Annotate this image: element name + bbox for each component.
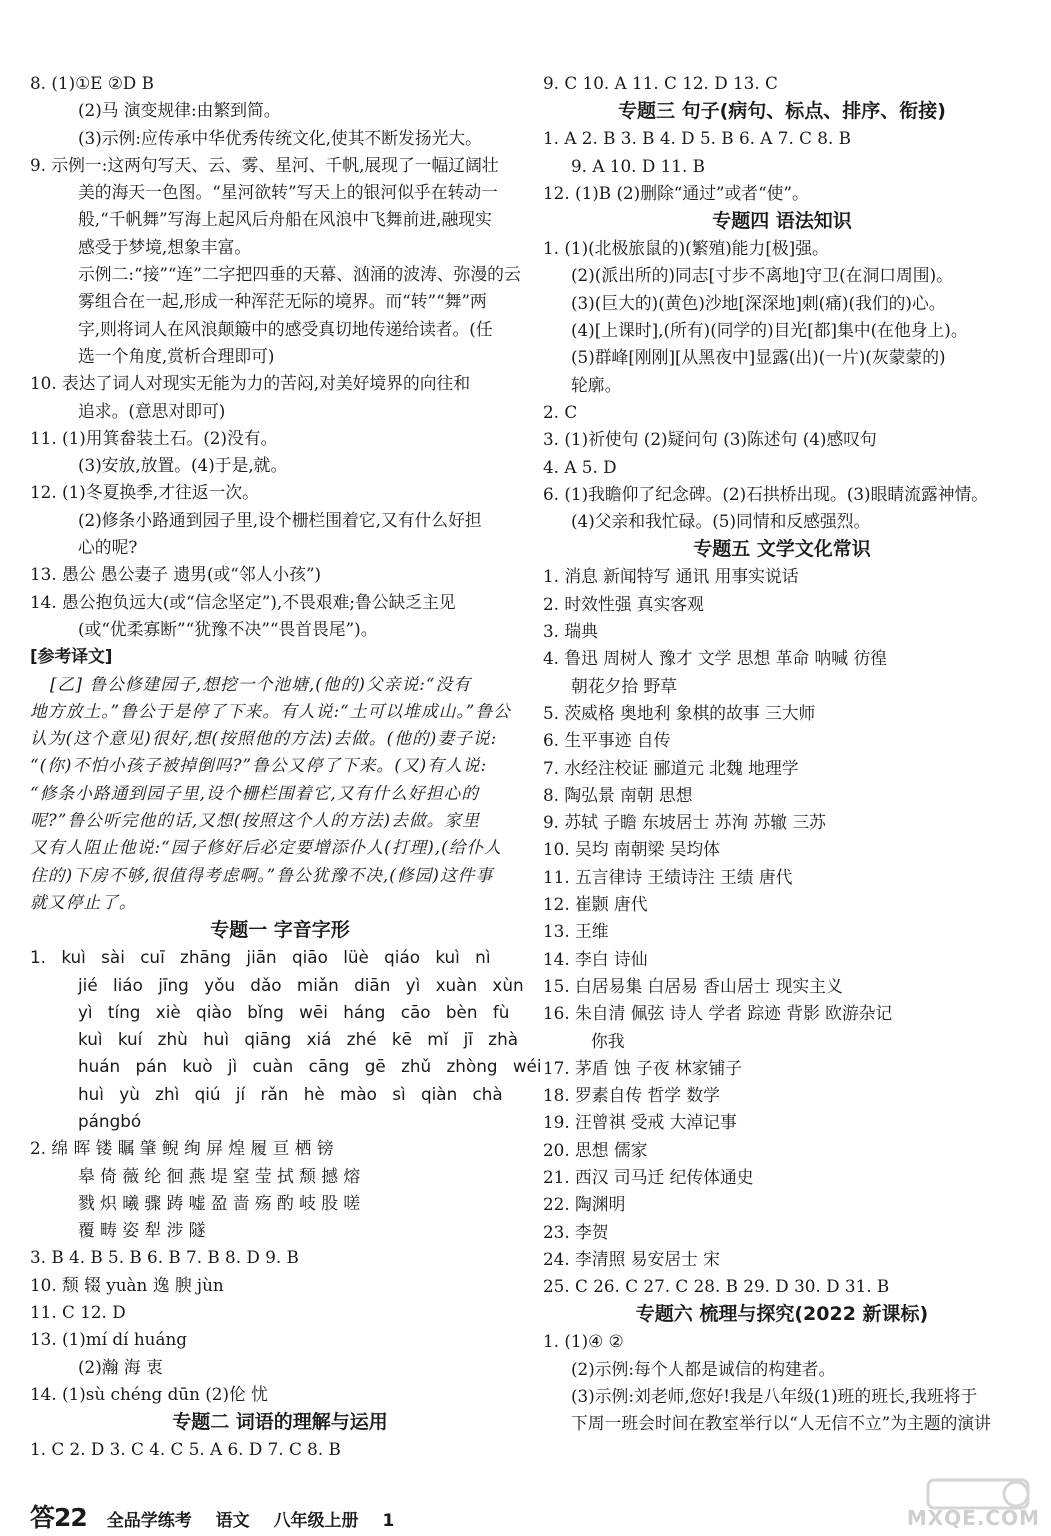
answer-line: 朝花夕拾 野草 [571, 675, 678, 696]
answer-line: 呢?”鲁公听完他的话,又想(按照这个人的方法)去做。家里 [30, 810, 480, 831]
answer-line: 17. 茅盾 蚀 子夜 林家铺子 [543, 1057, 743, 1078]
answer-line: 覆 畴 姿 犁 涉 隧 [78, 1220, 206, 1241]
answer-line: 1. 消息 新闻特写 通讯 用事实说话 [543, 566, 799, 587]
answer-line: 3. B 4. B 5. B 6. B 7. B 8. D 9. B [30, 1247, 299, 1268]
answer-line: 19. 汪曾祺 受戒 大淖记事 [543, 1112, 737, 1133]
answer-line: 24. 李清照 易安居士 宋 [543, 1248, 720, 1269]
answer-line: 3. 瑞典 [543, 621, 598, 642]
answer-line: (或“优柔寡断”“犹豫不决”“畏首畏尾”)。 [78, 618, 378, 639]
answer-line: 皋 倚 薇 纶 徊 燕 堤 窒 莹 拭 颓 撼 熔 [78, 1165, 361, 1186]
watermark-text: MXQE.COM [906, 1506, 1040, 1530]
section-heading: 专题六 梳理与探究(2022 新课标) [635, 1303, 929, 1326]
answer-line: 下周一班会时间在教室举行以“人无信不立”为主题的演讲 [571, 1413, 991, 1434]
answer-line: 14. 李白 诗仙 [543, 948, 648, 969]
section-heading: 专题二 词语的理解与运用 [172, 1411, 388, 1434]
answer-line: 13. (1)mí dí huáng [30, 1329, 188, 1350]
answer-line: 又有人阻止他说:“园子修好后必定要增添仆人(打理),(给仆人 [30, 837, 502, 858]
page-footer [30, 1498, 412, 1530]
answer-line: 14. (1)sù chéng dūn (2)伦 忧 [30, 1383, 268, 1404]
answer-line: 6. 生平事迹 自传 [543, 730, 671, 751]
answer-line: (3)(巨大的)(黄色)沙地[深深地]刺(痛)(我们的)心。 [571, 292, 946, 313]
answer-line: 16. 朱自清 佩弦 诗人 学者 踪迹 背影 欧游杂记 [543, 1003, 893, 1024]
answer-line: 12. (1)冬夏换季,才往返一次。 [30, 482, 259, 503]
answer-line: 12. 崔颢 唐代 [543, 894, 648, 915]
answer-line: (2)瀚 海 衷 [78, 1356, 163, 1377]
answer-line: 住的)下房不够,很值得考虑啊。”鲁公犹豫不决,(修园)这件事 [30, 864, 494, 885]
answer-line: [参考译文] [30, 646, 113, 667]
answer-line: 7. 水经注校证 郦道元 北魏 地理学 [543, 757, 799, 778]
answer-line: (2)(派出所的)同志[寸步不离地]守卫(在洞口周围)。 [571, 265, 953, 286]
answer-line: 25. C 26. C 27. C 28. B 29. D 30. D 31. B [543, 1276, 890, 1297]
answer-line: yì tíng xiè qiào bǐng wēi háng cāo bèn fù [78, 1001, 510, 1022]
answer-line: 11. 五言律诗 王绩诗注 王绩 唐代 [543, 866, 793, 887]
answer-line: 9. C 10. A 11. C 12. D 13. C [543, 73, 778, 93]
answer-line: 追求。(意思对即可) [78, 400, 226, 421]
answer-line: (2)修条小路通到园子里,设个栅栏围着它,又有什么好担 [78, 509, 482, 530]
answer-line: (3)示例:刘老师,您好!我是八年级(1)班的班长,我班将于 [571, 1386, 978, 1407]
answer-line: 8. 陶弘景 南朝 思想 [543, 784, 693, 805]
answer-line: “(你)不怕小孩子被掉倒吗?”鲁公又停了下来。(又)有人说: [30, 755, 488, 776]
answer-line: 9. 示例一:这两句写天、云、雾、星河、千帆,展现了一幅辽阔壮 [30, 154, 499, 175]
answer-line: 8. (1)①E ②D B [30, 73, 154, 93]
grade-label: 八年级上册 [273, 1511, 359, 1531]
section-heading: 专题四 语法知识 [712, 210, 852, 233]
answer-line: 2. 时效性强 真实客观 [543, 593, 704, 614]
answer-line: 戮 炽 曦 骤 踌 嘘 盈 啬 殇 酌 岐 股 嗟 [78, 1192, 361, 1213]
answer-line: 9. 苏轼 子瞻 东坡居士 苏洵 苏辙 三苏 [543, 812, 826, 833]
answer-line: 1. C 2. D 3. C 4. C 5. A 6. D 7. C 8. B [30, 1439, 341, 1460]
answer-line: 11. (1)用箕畚装土石。(2)没有。 [30, 427, 278, 448]
answer-line: huì yù zhì qiú jí rǎn hè mào sì qiàn chà [78, 1083, 503, 1104]
answer-line: 10. 吴均 南朝梁 吴均体 [543, 839, 720, 860]
answer-line: 14. 愚公抱负远大(或“信念坚定”),不畏艰难;鲁公缺乏主见 [30, 591, 456, 612]
answer-line: 就又停止了。 [30, 891, 137, 912]
answer-line: 23. 李贺 [543, 1221, 609, 1242]
watermark-logo [908, 1478, 1044, 1532]
answer-line: 10. 表达了词人对现实无能为力的苦闷,对美好境界的向往和 [30, 373, 471, 394]
answer-line: 示例二:“接”“连”二字把四垂的天幕、汹涌的波涛、弥漫的云 [78, 264, 521, 285]
answer-line: 20. 思想 儒家 [543, 1139, 648, 1160]
answer-line: 4. 鲁迅 周树人 豫才 文学 思想 革命 呐喊 彷徨 [543, 648, 887, 669]
answer-line: 12. (1)B (2)删除“通过”或者“使”。 [543, 182, 809, 203]
volume-number: 1 [382, 1511, 395, 1531]
section-heading: 专题一 字音字形 [210, 919, 350, 942]
answer-line: jié liáo jīng yǒu dǎo miǎn diān yì xuàn xùn [78, 974, 524, 995]
subject-label: 语文 [215, 1511, 250, 1531]
answer-line: (4)父亲和我忙碌。(5)同情和反感强烈。 [571, 511, 871, 532]
answer-line: 2. C [543, 401, 578, 422]
answer-line: 2. 绵 晖 镂 瞩 肇 鲵 绚 屏 煌 履 亘 栖 镑 [30, 1138, 334, 1159]
answer-line: 雾组合在一起,形成一种浑茫无际的境界。而“转”“舞”两 [78, 291, 487, 312]
answer-line: 15. 白居易集 白居易 香山居士 现实主义 [543, 975, 843, 996]
answer-line: pángbó [78, 1110, 142, 1131]
answer-line: 选一个角度,赏析合理即可) [78, 345, 275, 366]
answer-line: (2)示例:每个人都是诚信的构建者。 [571, 1358, 836, 1379]
answer-line: 22. 陶渊明 [543, 1194, 626, 1215]
answer-line: 感受于梦境,想象丰富。 [78, 236, 252, 257]
answer-line: 9. A 10. D 11. B [571, 155, 705, 176]
answer-line: “修条小路通到园子里,设个栅栏围着它,又有什么好担心的 [30, 782, 479, 803]
answer-line: 1. A 2. B 3. B 4. D 5. B 6. A 7. C 8. B [543, 128, 851, 149]
answer-line: 4. A 5. D [543, 456, 617, 477]
answer-line: 般,“千帆舞”写海上起风后舟船在风浪中飞舞前进,融现实 [78, 209, 492, 230]
answer-line: kuì kuí zhù huì qiāng xiá zhé kē mǐ jī zhà [78, 1029, 518, 1050]
answer-line: 5. 茨威格 奥地利 象棋的故事 三大师 [543, 702, 816, 723]
book-title: 全品学练考 [106, 1511, 192, 1531]
answer-line: 心的呢? [78, 537, 138, 558]
answer-line: (3)安放,放置。(4)于是,就。 [78, 455, 288, 476]
answer-line: 轮廓。 [571, 374, 622, 395]
answer-line: 1. (1)④ ② [543, 1331, 624, 1352]
answer-line: 1. (1)(北极旅鼠的)(繁殖)能力[极]强。 [543, 238, 829, 259]
answer-line: 21. 西汉 司马迁 纪传体通史 [543, 1166, 754, 1187]
answer-line: 13. 愚公 愚公妻子 遗男(或“邻人小孩”) [30, 564, 322, 585]
answer-line: 6. (1)我瞻仰了纪念碑。(2)石拱桥出现。(3)眼睛流露神情。 [543, 483, 989, 504]
answer-line: 地方放土。”鲁公于是停了下来。有人说:“土可以堆成山。”鲁公 [30, 700, 511, 721]
answer-line: (3)示例:应传承中华优秀传统文化,使其不断发扬光大。 [78, 127, 482, 148]
section-heading: 专题五 文学文化常识 [693, 538, 871, 561]
answer-line: 18. 罗素自传 哲学 数学 [543, 1085, 720, 1106]
answer-line: 认为(这个意见)很好,想(按照他的方法)去做。(他的)妻子说: [30, 728, 498, 749]
section-heading: 专题三 句子(病句、标点、排序、衔接) [618, 100, 946, 123]
answer-line: 美的海天一色图。“星河欲转”写天上的银河似乎在转动一 [78, 182, 498, 203]
answer-line: 3. (1)祈使句 (2)疑问句 (3)陈述句 (4)感叹句 [543, 429, 877, 450]
page-number: 答22 [30, 1503, 87, 1532]
right-column [543, 70, 1021, 1438]
answer-line: huán pán kuò jì cuàn cāng gē zhǔ zhòng wéi [78, 1056, 542, 1077]
answer-line: (2)马 演变规律:由繁到简。 [78, 100, 281, 121]
left-column [30, 70, 542, 1464]
answer-line: 你我 [591, 1030, 625, 1051]
answer-line: (5)群峰[刚刚][从黑夜中]显露(出)(一片)(灰蒙蒙的) [571, 347, 946, 368]
answer-line: 13. 王维 [543, 921, 609, 942]
answer-line: 10. 颓 辍 yuàn 逸 腴 jùn [30, 1274, 224, 1295]
answer-line: 11. C 12. D [30, 1302, 126, 1323]
answer-line: 1. kuì sài cuī zhāng jiān qiāo lüè qiáo kuì nì [30, 947, 491, 968]
answer-line: [乙] 鲁公修建园子,想挖一个池塘,(他的)父亲说:“没有 [50, 673, 472, 694]
answer-line: 字,则将词人在风浪颠簸中的感受真切地传递给读者。(任 [78, 318, 493, 339]
answer-line: (4)[上课时],(所有)(同学的)目光[都]集中(在他身上)。 [571, 320, 968, 341]
